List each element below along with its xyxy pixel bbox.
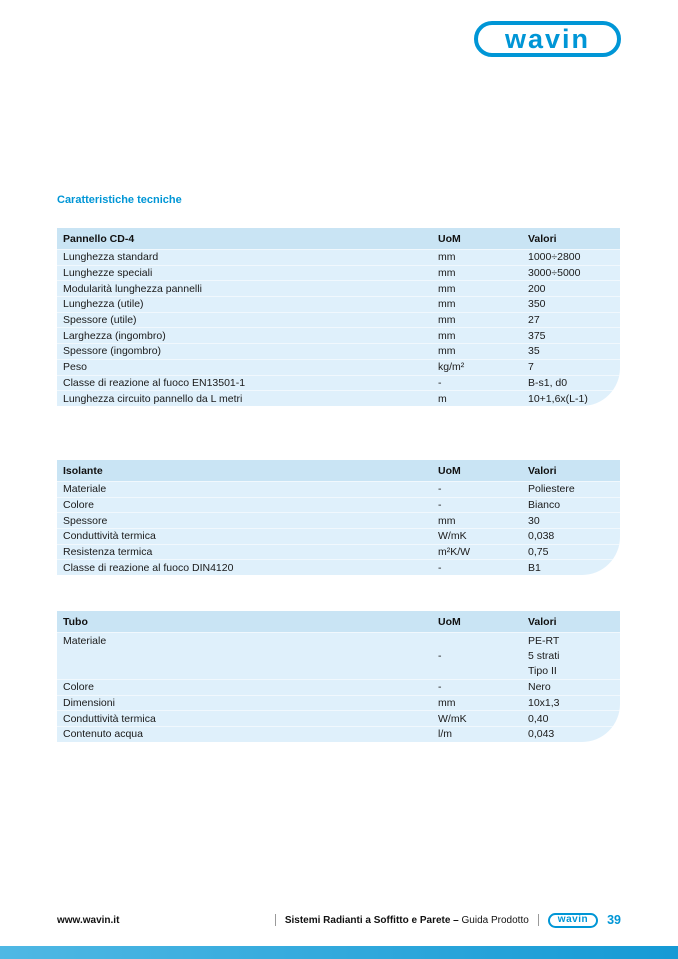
row-label: Conduttività termica <box>63 530 156 543</box>
valori-header: Valori <box>528 615 557 628</box>
table-row <box>57 296 620 312</box>
table-row <box>57 265 620 281</box>
row-uom: W/mK <box>438 530 467 543</box>
table-title: Tubo <box>63 615 88 628</box>
valori-header: Valori <box>528 232 557 245</box>
document-title-regular: Guida Prodotto <box>461 914 529 926</box>
footer-divider <box>275 914 276 926</box>
row-label: Larghezza (ingombro) <box>63 329 166 342</box>
uom-header: UoM <box>438 615 461 628</box>
uom-header: UoM <box>438 464 461 477</box>
row-value: 7 <box>528 361 534 374</box>
wavin-logo <box>474 21 621 57</box>
row-label: Lunghezze speciali <box>63 267 153 280</box>
row-value: 3000÷5000 <box>528 267 581 280</box>
wavin-logo-text: wavin <box>504 23 591 54</box>
table-row <box>57 559 620 575</box>
document-title-bold: Sistemi Radianti a Soffitto e Parete – <box>284 914 459 926</box>
row-uom: - <box>438 483 442 496</box>
row-value: 0,043 <box>528 728 555 741</box>
table-title: Pannello CD-4 <box>63 232 135 245</box>
row-label: Lunghezza circuito pannello da L metri <box>63 392 243 405</box>
row-value: 0,40 <box>528 712 549 725</box>
row-value: 27 <box>528 314 540 327</box>
table-row <box>57 375 620 391</box>
table-row <box>57 481 620 497</box>
table-header-row <box>57 228 620 249</box>
table-pannello-cd4 <box>57 228 620 406</box>
row-value: 10+1,6x(L-1) <box>528 392 588 405</box>
row-uom: W/mK <box>438 712 467 725</box>
row-label: Materiale <box>63 483 107 496</box>
row-uom: mm <box>438 697 456 710</box>
row-uom: kg/m² <box>438 361 465 374</box>
row-value: 200 <box>528 282 546 295</box>
row-value: 30 <box>528 514 540 527</box>
row-uom: mm <box>438 282 456 295</box>
row-value: 10x1,3 <box>528 697 560 710</box>
row-value: B-s1, d0 <box>528 376 568 389</box>
row-uom: m <box>438 392 447 405</box>
page-title: Caratteristiche tecniche <box>57 194 182 206</box>
document-title <box>285 915 529 926</box>
table-row <box>57 359 620 375</box>
table-row <box>57 726 620 742</box>
row-value-line: PE-RT <box>528 635 560 648</box>
row-label: Contenuto acqua <box>63 728 143 741</box>
row-uom-text: - <box>438 650 442 662</box>
row-label: Conduttività termica <box>63 712 156 725</box>
website-text: www.wavin.it <box>57 914 120 926</box>
row-label: Classe di reazione al fuoco EN13501-1 <box>63 376 246 389</box>
row-uom: mm <box>438 314 456 327</box>
table-row <box>57 679 620 695</box>
uom-header: UoM <box>438 232 461 245</box>
page-number: 39 <box>607 913 621 927</box>
table-row <box>57 544 620 560</box>
row-uom: l/m <box>438 728 452 741</box>
table-row <box>57 497 620 513</box>
row-label: Classe di reazione al fuoco DIN4120 <box>63 561 234 574</box>
row-value: 0,038 <box>528 530 555 543</box>
row-label: Dimensioni <box>63 697 115 710</box>
row-uom <box>438 633 528 679</box>
row-label: Spessore (utile) <box>63 314 137 327</box>
row-label: Spessore (ingombro) <box>63 345 162 358</box>
footer-divider <box>538 914 539 926</box>
table-row <box>57 312 620 328</box>
row-label: Colore <box>63 499 94 512</box>
row-uom: mm <box>438 267 456 280</box>
table-row <box>57 695 620 711</box>
row-value: Bianco <box>528 499 561 512</box>
row-value-line: Tipo II <box>528 664 557 677</box>
table-row <box>57 512 620 528</box>
row-uom: mm <box>438 298 456 311</box>
row-value: 1000÷2800 <box>528 251 581 264</box>
row-label: Lunghezza standard <box>63 251 159 264</box>
row-value-line: 5 strati <box>528 649 560 662</box>
row-uom: m²K/W <box>438 546 471 559</box>
bottom-color-bar <box>0 946 678 959</box>
table-tubo <box>57 611 620 742</box>
row-label: Materiale <box>63 635 107 647</box>
row-label: Spessore <box>63 514 108 527</box>
row-value: 375 <box>528 329 546 342</box>
row-uom: mm <box>438 329 456 342</box>
row-uom: - <box>438 499 442 512</box>
footer-right-group <box>275 913 621 928</box>
table-header-row <box>57 611 620 632</box>
page-footer <box>57 911 621 929</box>
table-row <box>57 710 620 726</box>
table-row <box>57 280 620 296</box>
wavin-footer-logo <box>548 913 598 928</box>
table-row <box>57 632 620 679</box>
row-label: Resistenza termica <box>63 546 153 559</box>
row-label: Peso <box>63 361 87 374</box>
row-value: Nero <box>528 681 551 694</box>
row-value: Poliestere <box>528 483 575 496</box>
row-value: B1 <box>528 561 541 574</box>
table-row <box>57 528 620 544</box>
table-header-row <box>57 460 620 481</box>
row-uom: - <box>438 376 442 389</box>
row-value: 350 <box>528 298 546 311</box>
table-isolante <box>57 460 620 575</box>
table-row <box>57 390 620 406</box>
valori-header: Valori <box>528 464 557 477</box>
row-value <box>528 633 620 679</box>
row-value: 0,75 <box>528 546 549 559</box>
table-title: Isolante <box>63 464 103 477</box>
table-row <box>57 343 620 359</box>
table-row <box>57 249 620 265</box>
row-uom: mm <box>438 514 456 527</box>
table-row <box>57 327 620 343</box>
row-uom: - <box>438 561 442 574</box>
row-label: Colore <box>63 681 94 694</box>
row-uom: - <box>438 681 442 694</box>
row-label: Modularità lunghezza pannelli <box>63 282 202 295</box>
row-label: Lunghezza (utile) <box>63 298 144 311</box>
row-uom: mm <box>438 251 456 264</box>
row-uom: mm <box>438 345 456 358</box>
wavin-footer-logo-text: wavin <box>557 914 589 925</box>
row-value: 35 <box>528 345 540 358</box>
